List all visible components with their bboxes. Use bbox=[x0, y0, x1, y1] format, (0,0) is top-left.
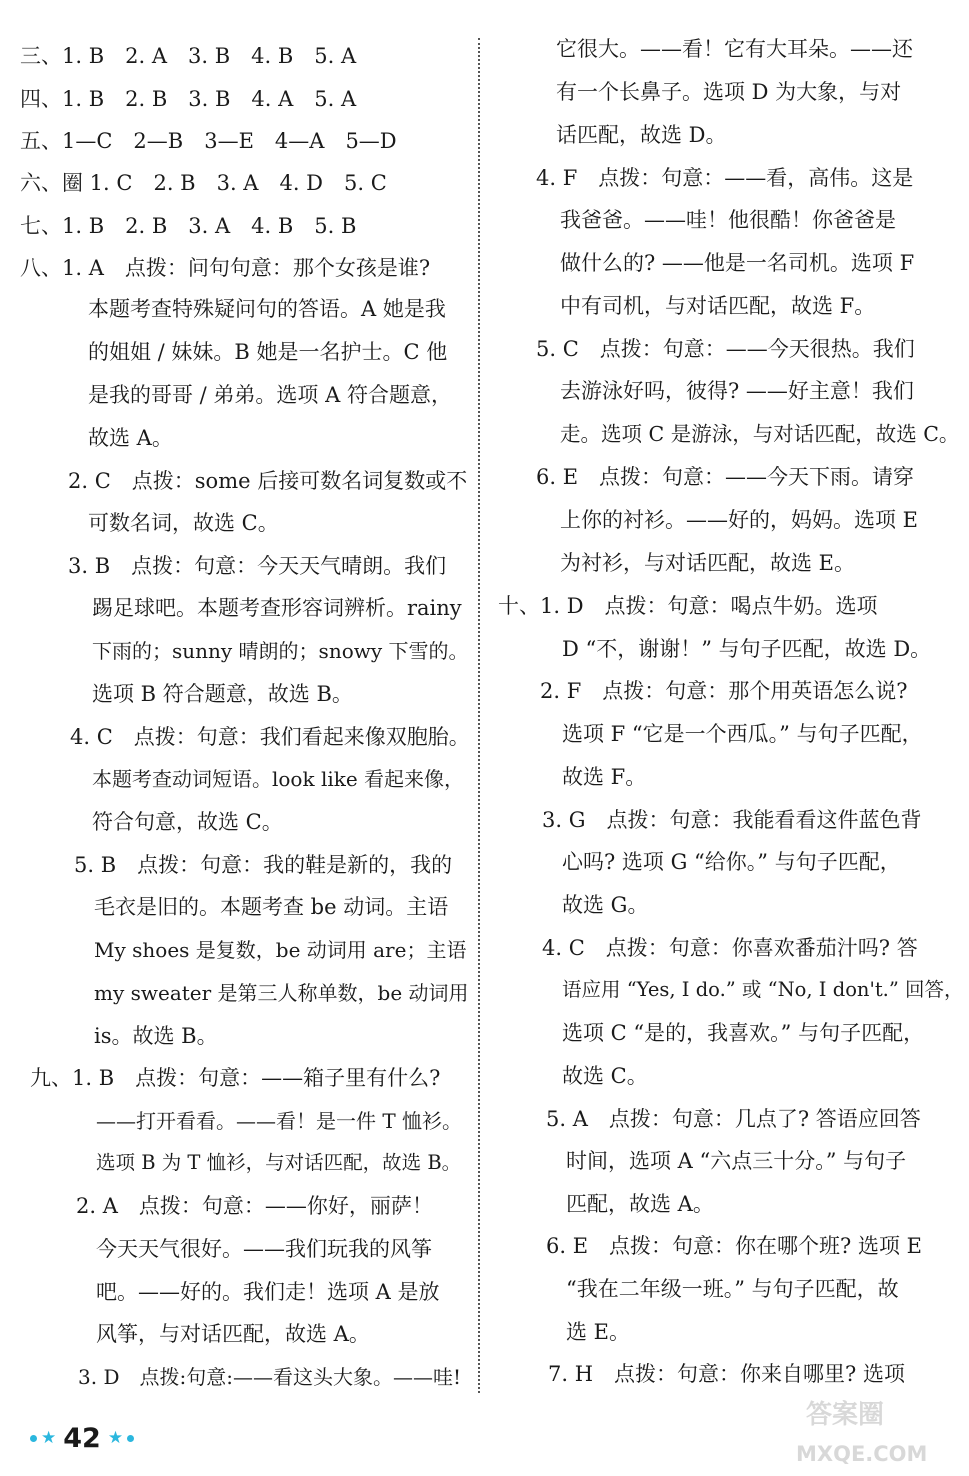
answer-line: 的姐姐 / 妹妹。B 她是一名护士。C 他 bbox=[88, 340, 448, 364]
answer-line: 选项 C “是的，我喜欢。” 与句子匹配， bbox=[562, 1021, 925, 1045]
answer-line: 语应用 “Yes, I do.” 或 “No, I don't.” 回答， bbox=[562, 978, 964, 1001]
answer-line: 它很大。——看！它有大耳朵。——还 bbox=[556, 37, 913, 61]
answer-line: 故选 A。 bbox=[88, 426, 173, 450]
answer-line: 3. D 点拨:句意:——看这头大象。——哇! bbox=[78, 1365, 461, 1389]
answer-line: 2. C 点拨：some 后接可数名词复数或不 bbox=[68, 469, 468, 493]
answer-line: 5. C 点拨：句意：——今天很热。我们 bbox=[536, 337, 915, 361]
answer-line: 时间，选项 A “六点三十分。” 与句子 bbox=[566, 1149, 907, 1173]
answer-line: 去游泳好吗，彼得? ——好主意！我们 bbox=[560, 379, 914, 403]
answer-line: 本题考查动词短语。look like 看起来像， bbox=[92, 767, 465, 791]
page-number: 42 bbox=[63, 1422, 101, 1454]
answer-line: 故选 G。 bbox=[562, 893, 649, 917]
page-footer bbox=[30, 1420, 134, 1456]
answer-line: 匹配，故选 A。 bbox=[566, 1192, 714, 1216]
answer-line: 踢足球吧。本题考查形容词辨析。rainy bbox=[92, 596, 462, 620]
answer-line: 4. F 点拨：句意：——看，高伟。这是 bbox=[536, 166, 914, 190]
answer-line: 选 E。 bbox=[566, 1320, 631, 1344]
answer-line: ——打开看看。——看！是一件 T 恤衫。 bbox=[96, 1109, 463, 1133]
watermark-site-text: MXQE.COM bbox=[796, 1442, 928, 1466]
answer-line: 2. F 点拨：句意：那个用英语怎么说? bbox=[540, 679, 908, 703]
answer-line: D “不，谢谢！” 与句子匹配，故选 D。 bbox=[562, 637, 932, 661]
star-icon: ★ bbox=[107, 1427, 124, 1448]
answer-line: 九、1. B 点拨：句意：——箱子里有什么? bbox=[30, 1066, 441, 1090]
answer-line: 十、1. D 点拨：句意：喝点牛奶。选项 bbox=[498, 594, 878, 618]
answer-line: 有一个长鼻子。选项 D 为大象，与对 bbox=[556, 80, 902, 104]
answer-line: 走。选项 C 是游泳，与对话匹配，故选 C。 bbox=[560, 422, 960, 446]
answer-line: my sweater 是第三人称单数，be 动词用 bbox=[94, 981, 469, 1005]
answer-line: 3. G 点拨：句意：我能看看这件蓝色背 bbox=[542, 808, 922, 832]
answer-line: 5. B 点拨：句意：我的鞋是新的，我的 bbox=[74, 853, 453, 877]
answer-line: 可数名词，故选 C。 bbox=[88, 511, 279, 535]
answer-line: 是我的哥哥 / 弟弟。选项 A 符合题意， bbox=[88, 383, 452, 407]
answer-line: 2. A 点拨：句意：——你好，丽萨！ bbox=[76, 1194, 433, 1218]
answer-line: 4. C 点拨：句意：我们看起来像双胞胎。 bbox=[70, 725, 470, 749]
star-icon: ★ bbox=[41, 1427, 57, 1448]
answer-line: 八、1. A 点拨：问句句意：那个女孩是谁? bbox=[20, 256, 431, 280]
answer-line: 吧。——好的。我们走！选项 A 是放 bbox=[96, 1280, 440, 1304]
answer-line: 6. E 点拨：句意：你在哪个班? 选项 E bbox=[546, 1234, 922, 1258]
answer-line: 风筝，与对话匹配，故选 A。 bbox=[96, 1322, 370, 1346]
answer-line: 选项 F “它是一个西瓜。” 与句子匹配， bbox=[562, 722, 923, 746]
answer-line: 做什么的? ——他是一名司机。选项 F bbox=[560, 251, 915, 275]
answer-line: 下雨的；sunny 晴朗的；snowy 下雪的。 bbox=[92, 639, 469, 663]
answer-line: 今天天气很好。——我们玩我的风筝 bbox=[96, 1237, 432, 1261]
answer-line: 七、1. B 2. B 3. A 4. B 5. B bbox=[20, 214, 357, 238]
answer-line: 我爸爸。——哇！他很酷！你爸爸是 bbox=[560, 208, 896, 232]
answer-line: 选项 B 符合题意，故选 B。 bbox=[92, 682, 353, 706]
dot-icon bbox=[30, 1435, 37, 1442]
answer-line: 五、1—C 2—B 3—E 4—A 5—D bbox=[20, 129, 397, 153]
dot-icon bbox=[127, 1435, 134, 1442]
answer-line: “我在二年级一班。” 与句子匹配，故 bbox=[566, 1277, 899, 1301]
answer-line: 毛衣是旧的。本题考查 be 动词。主语 bbox=[94, 895, 449, 919]
answer-line: 符合句意，故选 C。 bbox=[92, 810, 283, 834]
answer-line: 选项 B 为 T 恤衫，与对话匹配，故选 B。 bbox=[96, 1151, 462, 1174]
watermark-logo-text: 答案圈 bbox=[806, 1400, 885, 1430]
column-divider bbox=[478, 38, 480, 1393]
answer-line: My shoes 是复数，be 动词用 are；主语 bbox=[94, 938, 467, 962]
answer-line: 6. E 点拨：句意：——今天下雨。请穿 bbox=[536, 465, 915, 489]
site-watermark bbox=[792, 1385, 964, 1471]
answer-line: 四、1. B 2. B 3. B 4. A 5. A bbox=[20, 87, 357, 111]
answer-line: 三、1. B 2. A 3. B 4. B 5. A bbox=[20, 44, 357, 68]
answer-line: is。故选 B。 bbox=[94, 1024, 218, 1048]
answer-line: 中有司机，与对话匹配，故选 F。 bbox=[560, 294, 876, 318]
answer-line: 话匹配，故选 D。 bbox=[556, 123, 727, 147]
answer-line: 为衬衫，与对话匹配，故选 E。 bbox=[560, 551, 856, 575]
answer-line: 4. C 点拨：句意：你喜欢番茄汁吗? 答 bbox=[542, 936, 918, 960]
answer-line: 故选 F。 bbox=[562, 765, 647, 789]
answer-line: 3. B 点拨：句意：今天天气晴朗。我们 bbox=[68, 554, 447, 578]
answer-line: 心吗? 选项 G “给你。” 与句子匹配， bbox=[562, 850, 901, 874]
answer-line: 故选 C。 bbox=[562, 1064, 648, 1088]
answer-line: 7. H 点拨：句意：你来自哪里? 选项 bbox=[548, 1362, 905, 1386]
answer-line: 六、圈 1. C 2. B 3. A 4. D 5. C bbox=[20, 171, 387, 195]
answer-line: 本题考查特殊疑问句的答语。A 她是我 bbox=[88, 297, 446, 321]
answer-line: 上你的衬衫。——好的，妈妈。选项 E bbox=[560, 508, 919, 532]
answer-line: 5. A 点拨：句意：几点了? 答语应回答 bbox=[546, 1107, 921, 1131]
